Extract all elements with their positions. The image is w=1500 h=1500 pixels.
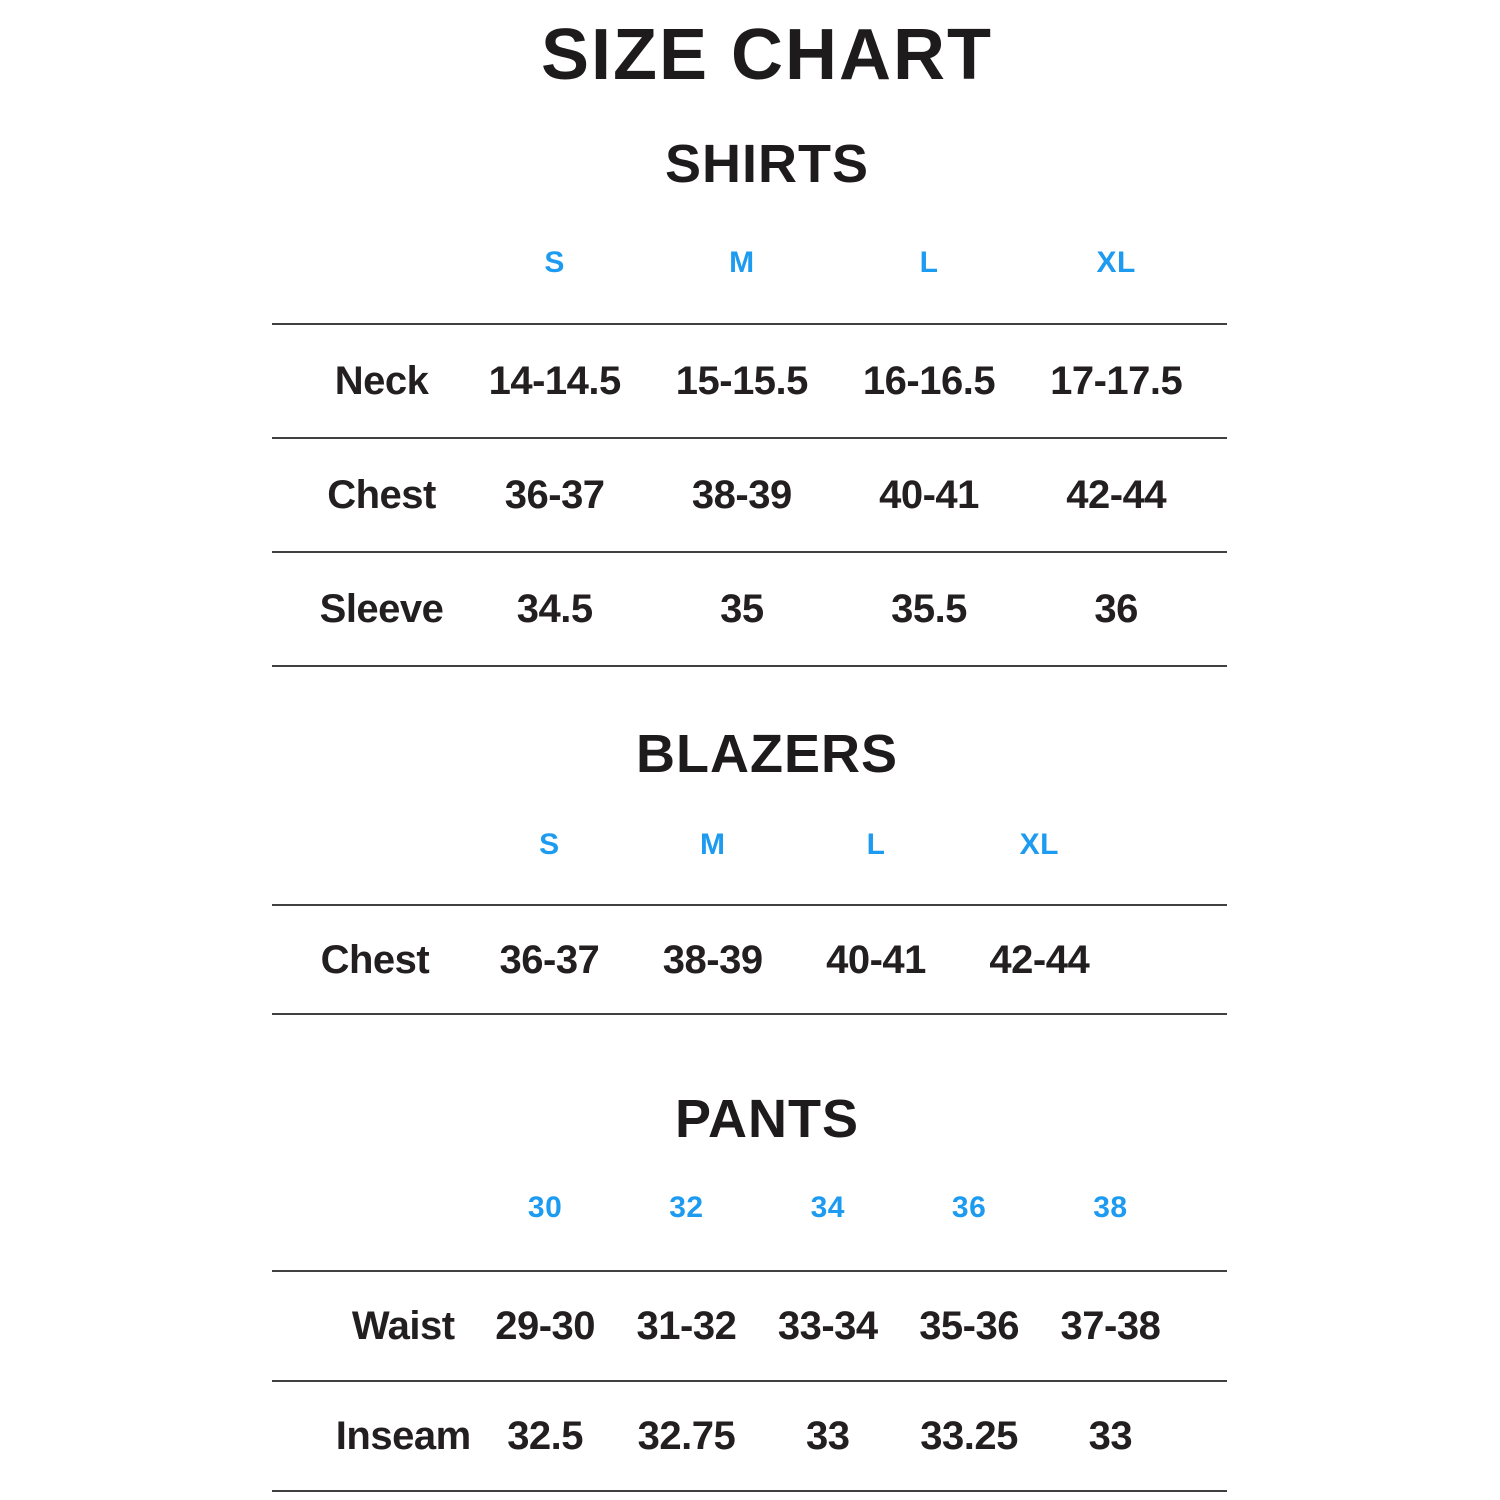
size-header-34: 34 [810,1191,845,1224]
table-cell: 34.5 [516,587,593,631]
size-header-xl: XL [1096,246,1136,279]
table-row-neck [272,323,1227,437]
table-cell: 37-38 [1060,1304,1161,1348]
table-cell: 14-14.5 [488,359,621,403]
size-header-l: L [866,828,886,861]
table-cell: 29-30 [495,1304,596,1348]
size-header-s: S [539,828,560,861]
size-header-32: 32 [669,1191,704,1224]
shirts-size-header-row [272,240,1227,286]
row-label: Chest [327,473,436,517]
table-row-chest [272,437,1227,551]
table-cell: 33 [1088,1414,1133,1458]
table-cell: 16-16.5 [862,359,996,403]
blazers-size-header-row [272,822,1227,868]
table-row-inseam [272,1380,1227,1490]
row-label: Inseam [335,1414,471,1458]
table-cell: 17-17.5 [1050,359,1183,403]
table-cell: 42-44 [989,937,1090,982]
table-cell: 33 [806,1414,850,1458]
shirts-table [272,323,1227,667]
table-cell: 40-41 [879,473,979,517]
table-cell: 35 [720,587,764,631]
table-cell: 36-37 [499,937,600,982]
table-cell: 35-36 [919,1304,1019,1348]
pants-size-header-row [272,1185,1227,1231]
size-header-s: S [544,246,565,279]
table-cell: 15-15.5 [675,359,808,403]
table-cell: 35.5 [891,587,967,631]
section-title-blazers: BLAZERS [636,724,898,784]
table-row-waist [272,1270,1227,1380]
table-cell: 38-39 [691,473,792,517]
table-cell: 33-34 [777,1304,878,1348]
size-header-38: 38 [1093,1191,1128,1224]
size-header-30: 30 [527,1191,563,1224]
section-title-shirts: SHIRTS [664,134,870,194]
table-cell: 42-44 [1066,473,1167,517]
size-header-m: M [729,246,755,279]
table-cell: 31-32 [636,1304,737,1348]
table-cell: 40-41 [826,937,926,982]
blazers-table [272,904,1227,1015]
row-label: Neck [334,359,429,403]
page-title: SIZE CHART [541,15,993,95]
table-row-chest [272,904,1227,1013]
size-header-36: 36 [951,1191,987,1224]
table-row-sleeve [272,551,1227,665]
table-cell: 36-37 [504,473,605,517]
section-title-pants: PANTS [674,1089,859,1149]
table-cell: 32.5 [507,1414,584,1458]
size-header-l: L [919,246,939,279]
table-cell: 36 [1094,587,1138,631]
size-header-m: M [699,828,726,861]
table-cell: 33.25 [920,1414,1018,1458]
row-label: Waist [351,1304,455,1348]
table-cell: 32.75 [637,1414,736,1458]
table-cell: 38-39 [662,937,763,982]
size-header-xl: XL [1019,828,1059,861]
row-label: Sleeve [319,587,444,631]
pants-table [272,1270,1227,1492]
row-label: Chest [320,937,430,982]
